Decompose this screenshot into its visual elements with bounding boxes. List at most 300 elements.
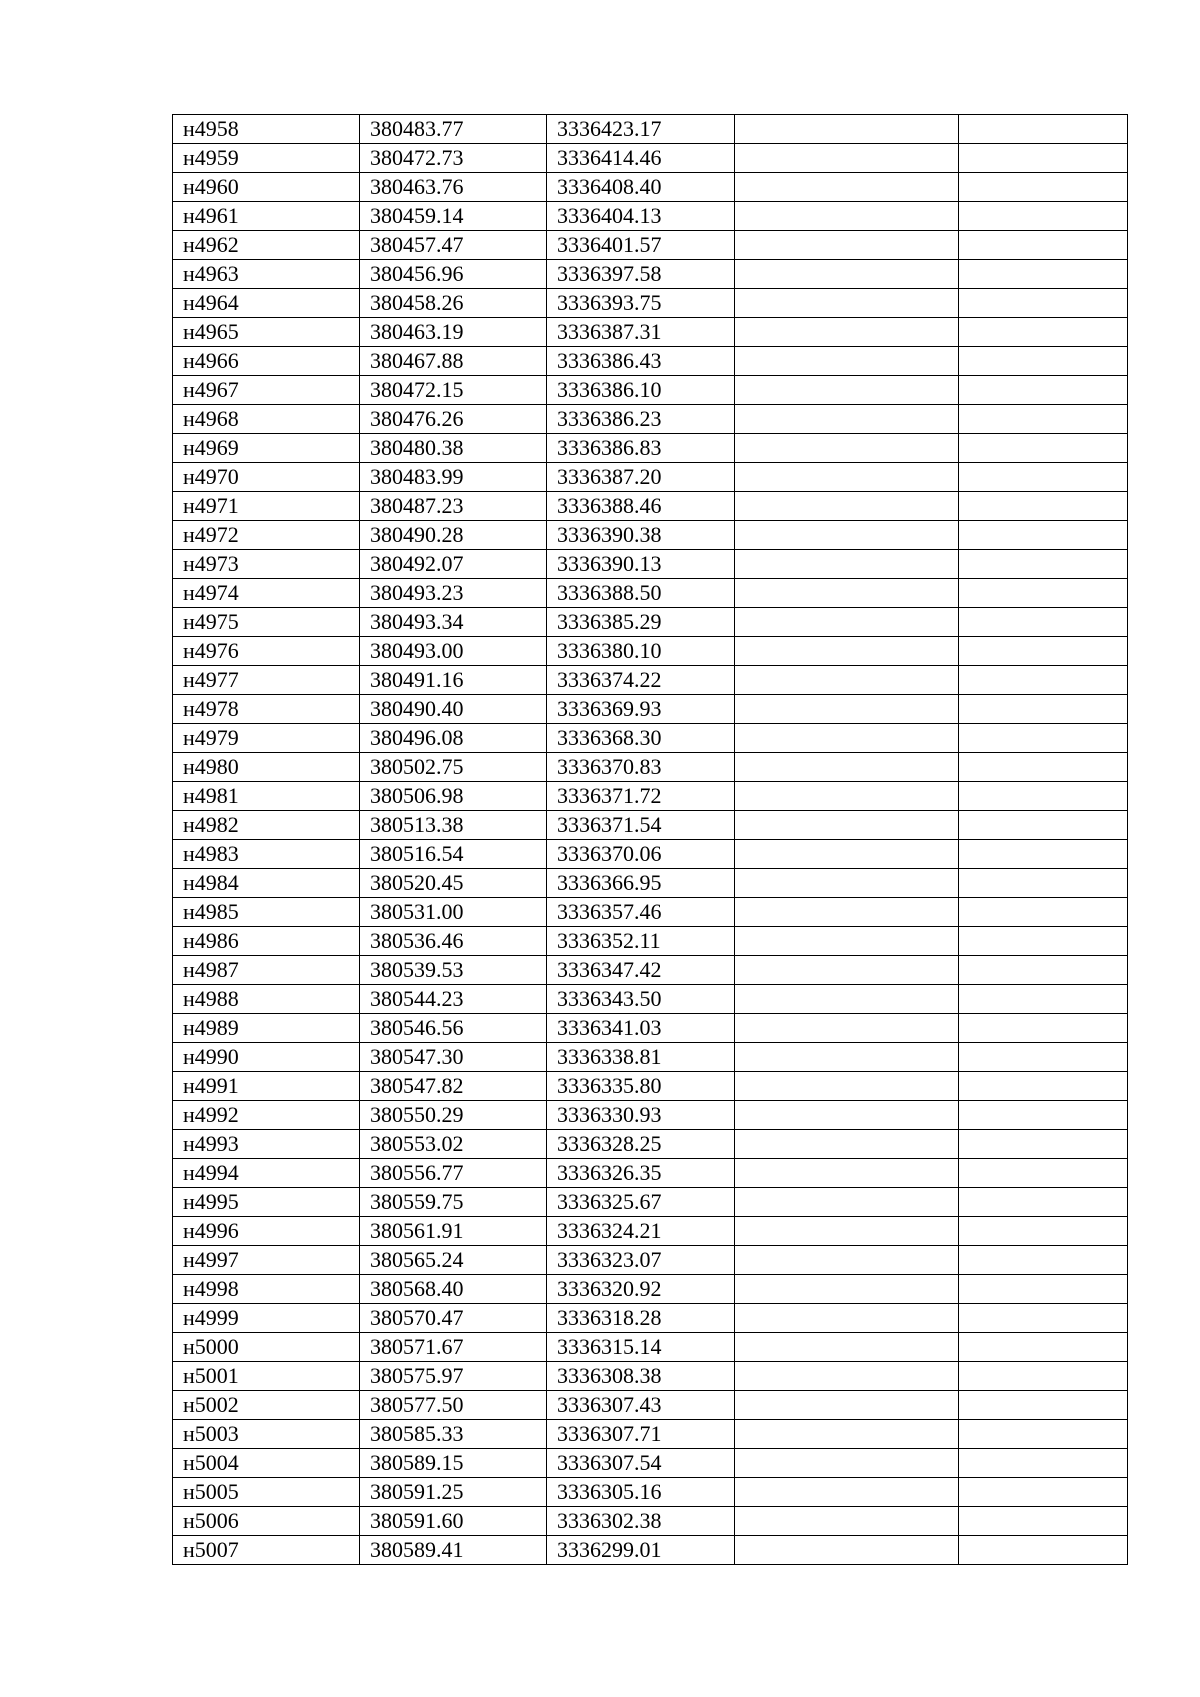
empty-cell-5 [959, 289, 1128, 318]
point-id-cell: н5005 [173, 1478, 360, 1507]
x-coordinate-cell: 380591.60 [360, 1507, 547, 1536]
y-coordinate-cell: 3336423.17 [547, 115, 735, 144]
x-coordinate-cell: 380565.24 [360, 1246, 547, 1275]
point-id-cell: н4997 [173, 1246, 360, 1275]
x-coordinate-cell: 380491.16 [360, 666, 547, 695]
point-id-cell: н4987 [173, 956, 360, 985]
empty-cell-4 [735, 637, 959, 666]
table-row [173, 1478, 1128, 1507]
empty-cell-5 [959, 1536, 1128, 1565]
table-row [173, 724, 1128, 753]
point-id-cell: н5007 [173, 1536, 360, 1565]
point-id-cell: н5000 [173, 1333, 360, 1362]
empty-cell-5 [959, 318, 1128, 347]
table-row [173, 782, 1128, 811]
empty-cell-5 [959, 115, 1128, 144]
x-coordinate-cell: 380459.14 [360, 202, 547, 231]
point-id-cell: н4984 [173, 869, 360, 898]
table-row [173, 1159, 1128, 1188]
point-id-cell: н4995 [173, 1188, 360, 1217]
y-coordinate-cell: 3336386.10 [547, 376, 735, 405]
point-id-cell: н4988 [173, 985, 360, 1014]
empty-cell-5 [959, 579, 1128, 608]
x-coordinate-cell: 380493.23 [360, 579, 547, 608]
empty-cell-5 [959, 956, 1128, 985]
y-coordinate-cell: 3336343.50 [547, 985, 735, 1014]
point-id-cell: н4979 [173, 724, 360, 753]
table-row [173, 1420, 1128, 1449]
empty-cell-4 [735, 1333, 959, 1362]
empty-cell-5 [959, 811, 1128, 840]
x-coordinate-cell: 380591.25 [360, 1478, 547, 1507]
table-row [173, 753, 1128, 782]
empty-cell-5 [959, 1275, 1128, 1304]
x-coordinate-cell: 380589.15 [360, 1449, 547, 1478]
y-coordinate-cell: 3336408.40 [547, 173, 735, 202]
empty-cell-5 [959, 753, 1128, 782]
point-id-cell: н4961 [173, 202, 360, 231]
empty-cell-5 [959, 405, 1128, 434]
point-id-cell: н5006 [173, 1507, 360, 1536]
empty-cell-4 [735, 1536, 959, 1565]
point-id-cell: н4970 [173, 463, 360, 492]
point-id-cell: н4992 [173, 1101, 360, 1130]
empty-cell-5 [959, 260, 1128, 289]
empty-cell-5 [959, 1362, 1128, 1391]
table-row [173, 1536, 1128, 1565]
y-coordinate-cell: 3336370.83 [547, 753, 735, 782]
empty-cell-5 [959, 637, 1128, 666]
y-coordinate-cell: 3336414.46 [547, 144, 735, 173]
table-row [173, 260, 1128, 289]
empty-cell-5 [959, 898, 1128, 927]
empty-cell-4 [735, 985, 959, 1014]
x-coordinate-cell: 380502.75 [360, 753, 547, 782]
point-id-cell: н4962 [173, 231, 360, 260]
x-coordinate-cell: 380476.26 [360, 405, 547, 434]
empty-cell-5 [959, 492, 1128, 521]
y-coordinate-cell: 3336338.81 [547, 1043, 735, 1072]
empty-cell-4 [735, 405, 959, 434]
table-row [173, 608, 1128, 637]
point-id-cell: н4990 [173, 1043, 360, 1072]
point-id-cell: н4959 [173, 144, 360, 173]
empty-cell-4 [735, 318, 959, 347]
x-coordinate-cell: 380561.91 [360, 1217, 547, 1246]
x-coordinate-cell: 380483.99 [360, 463, 547, 492]
empty-cell-4 [735, 898, 959, 927]
y-coordinate-cell: 3336374.22 [547, 666, 735, 695]
x-coordinate-cell: 380490.40 [360, 695, 547, 724]
point-id-cell: н4973 [173, 550, 360, 579]
empty-cell-5 [959, 1072, 1128, 1101]
empty-cell-4 [735, 1072, 959, 1101]
y-coordinate-cell: 3336341.03 [547, 1014, 735, 1043]
table-row [173, 1014, 1128, 1043]
point-id-cell: н4983 [173, 840, 360, 869]
table-row [173, 869, 1128, 898]
x-coordinate-cell: 380458.26 [360, 289, 547, 318]
table-row [173, 231, 1128, 260]
empty-cell-4 [735, 608, 959, 637]
y-coordinate-cell: 3336368.30 [547, 724, 735, 753]
point-id-cell: н5001 [173, 1362, 360, 1391]
empty-cell-5 [959, 1159, 1128, 1188]
table-row [173, 1275, 1128, 1304]
x-coordinate-cell: 380547.30 [360, 1043, 547, 1072]
x-coordinate-cell: 380577.50 [360, 1391, 547, 1420]
table-row [173, 1449, 1128, 1478]
table-row [173, 202, 1128, 231]
table-row [173, 811, 1128, 840]
x-coordinate-cell: 380493.00 [360, 637, 547, 666]
point-id-cell: н4991 [173, 1072, 360, 1101]
y-coordinate-cell: 3336390.38 [547, 521, 735, 550]
empty-cell-4 [735, 724, 959, 753]
table-row [173, 521, 1128, 550]
empty-cell-4 [735, 811, 959, 840]
point-id-cell: н4994 [173, 1159, 360, 1188]
empty-cell-5 [959, 1507, 1128, 1536]
x-coordinate-cell: 380472.15 [360, 376, 547, 405]
empty-cell-5 [959, 1101, 1128, 1130]
x-coordinate-cell: 380550.29 [360, 1101, 547, 1130]
y-coordinate-cell: 3336320.92 [547, 1275, 735, 1304]
empty-cell-4 [735, 434, 959, 463]
y-coordinate-cell: 3336328.25 [547, 1130, 735, 1159]
x-coordinate-cell: 380472.73 [360, 144, 547, 173]
y-coordinate-cell: 3336315.14 [547, 1333, 735, 1362]
empty-cell-5 [959, 869, 1128, 898]
y-coordinate-cell: 3336335.80 [547, 1072, 735, 1101]
x-coordinate-cell: 380483.77 [360, 115, 547, 144]
empty-cell-4 [735, 1391, 959, 1420]
y-coordinate-cell: 3336387.20 [547, 463, 735, 492]
table-row [173, 1333, 1128, 1362]
empty-cell-5 [959, 347, 1128, 376]
empty-cell-5 [959, 1391, 1128, 1420]
table-row [173, 695, 1128, 724]
empty-cell-4 [735, 579, 959, 608]
empty-cell-5 [959, 1217, 1128, 1246]
empty-cell-5 [959, 1420, 1128, 1449]
y-coordinate-cell: 3336387.31 [547, 318, 735, 347]
empty-cell-4 [735, 260, 959, 289]
empty-cell-4 [735, 695, 959, 724]
empty-cell-4 [735, 1507, 959, 1536]
empty-cell-5 [959, 1478, 1128, 1507]
table-row [173, 1391, 1128, 1420]
point-id-cell: н5004 [173, 1449, 360, 1478]
point-id-cell: н4964 [173, 289, 360, 318]
empty-cell-5 [959, 927, 1128, 956]
y-coordinate-cell: 3336318.28 [547, 1304, 735, 1333]
empty-cell-5 [959, 173, 1128, 202]
empty-cell-4 [735, 521, 959, 550]
x-coordinate-cell: 380539.53 [360, 956, 547, 985]
table-row [173, 347, 1128, 376]
y-coordinate-cell: 3336388.46 [547, 492, 735, 521]
empty-cell-5 [959, 1188, 1128, 1217]
y-coordinate-cell: 3336299.01 [547, 1536, 735, 1565]
x-coordinate-cell: 380457.47 [360, 231, 547, 260]
table-row [173, 318, 1128, 347]
empty-cell-5 [959, 376, 1128, 405]
point-id-cell: н4981 [173, 782, 360, 811]
table-row [173, 840, 1128, 869]
y-coordinate-cell: 3336347.42 [547, 956, 735, 985]
x-coordinate-cell: 380490.28 [360, 521, 547, 550]
x-coordinate-cell: 380493.34 [360, 608, 547, 637]
empty-cell-5 [959, 985, 1128, 1014]
point-id-cell: н4965 [173, 318, 360, 347]
x-coordinate-cell: 380492.07 [360, 550, 547, 579]
empty-cell-4 [735, 492, 959, 521]
coordinates-table-body [173, 115, 1128, 1565]
table-row [173, 376, 1128, 405]
empty-cell-4 [735, 1043, 959, 1072]
x-coordinate-cell: 380568.40 [360, 1275, 547, 1304]
empty-cell-4 [735, 144, 959, 173]
empty-cell-4 [735, 289, 959, 318]
x-coordinate-cell: 380531.00 [360, 898, 547, 927]
empty-cell-5 [959, 1014, 1128, 1043]
table-row [173, 492, 1128, 521]
empty-cell-4 [735, 666, 959, 695]
empty-cell-4 [735, 231, 959, 260]
empty-cell-5 [959, 434, 1128, 463]
y-coordinate-cell: 3336380.10 [547, 637, 735, 666]
x-coordinate-cell: 380456.96 [360, 260, 547, 289]
empty-cell-5 [959, 550, 1128, 579]
table-row [173, 1507, 1128, 1536]
point-id-cell: н4982 [173, 811, 360, 840]
table-row [173, 115, 1128, 144]
empty-cell-5 [959, 1304, 1128, 1333]
table-row [173, 1188, 1128, 1217]
empty-cell-4 [735, 463, 959, 492]
point-id-cell: н4972 [173, 521, 360, 550]
point-id-cell: н4960 [173, 173, 360, 202]
table-row [173, 1043, 1128, 1072]
x-coordinate-cell: 380544.23 [360, 985, 547, 1014]
empty-cell-4 [735, 1217, 959, 1246]
empty-cell-4 [735, 115, 959, 144]
table-row [173, 434, 1128, 463]
empty-cell-5 [959, 782, 1128, 811]
y-coordinate-cell: 3336386.83 [547, 434, 735, 463]
point-id-cell: н4976 [173, 637, 360, 666]
empty-cell-4 [735, 1304, 959, 1333]
empty-cell-4 [735, 1188, 959, 1217]
x-coordinate-cell: 380516.54 [360, 840, 547, 869]
x-coordinate-cell: 380536.46 [360, 927, 547, 956]
empty-cell-4 [735, 956, 959, 985]
empty-cell-4 [735, 1478, 959, 1507]
point-id-cell: н4975 [173, 608, 360, 637]
y-coordinate-cell: 3336307.54 [547, 1449, 735, 1478]
point-id-cell: н4977 [173, 666, 360, 695]
empty-cell-5 [959, 231, 1128, 260]
y-coordinate-cell: 3336324.21 [547, 1217, 735, 1246]
table-row [173, 405, 1128, 434]
y-coordinate-cell: 3336393.75 [547, 289, 735, 318]
empty-cell-5 [959, 1449, 1128, 1478]
empty-cell-4 [735, 782, 959, 811]
y-coordinate-cell: 3336308.38 [547, 1362, 735, 1391]
empty-cell-4 [735, 927, 959, 956]
table-row [173, 1072, 1128, 1101]
y-coordinate-cell: 3336390.13 [547, 550, 735, 579]
x-coordinate-cell: 380571.67 [360, 1333, 547, 1362]
empty-cell-4 [735, 753, 959, 782]
y-coordinate-cell: 3336404.13 [547, 202, 735, 231]
point-id-cell: н5002 [173, 1391, 360, 1420]
empty-cell-4 [735, 550, 959, 579]
y-coordinate-cell: 3336371.54 [547, 811, 735, 840]
coordinates-table [172, 114, 1128, 1565]
point-id-cell: н4958 [173, 115, 360, 144]
empty-cell-4 [735, 869, 959, 898]
empty-cell-5 [959, 202, 1128, 231]
point-id-cell: н4999 [173, 1304, 360, 1333]
empty-cell-4 [735, 1159, 959, 1188]
empty-cell-4 [735, 1014, 959, 1043]
x-coordinate-cell: 380480.38 [360, 434, 547, 463]
table-row [173, 927, 1128, 956]
x-coordinate-cell: 380585.33 [360, 1420, 547, 1449]
y-coordinate-cell: 3336386.43 [547, 347, 735, 376]
y-coordinate-cell: 3336302.38 [547, 1507, 735, 1536]
x-coordinate-cell: 380506.98 [360, 782, 547, 811]
table-row [173, 289, 1128, 318]
table-row [173, 550, 1128, 579]
table-row [173, 985, 1128, 1014]
table-row [173, 173, 1128, 202]
table-row [173, 898, 1128, 927]
empty-cell-5 [959, 1043, 1128, 1072]
table-row [173, 1362, 1128, 1391]
empty-cell-5 [959, 1333, 1128, 1362]
y-coordinate-cell: 3336401.57 [547, 231, 735, 260]
empty-cell-5 [959, 144, 1128, 173]
point-id-cell: н5003 [173, 1420, 360, 1449]
x-coordinate-cell: 380556.77 [360, 1159, 547, 1188]
empty-cell-5 [959, 1246, 1128, 1275]
empty-cell-5 [959, 666, 1128, 695]
y-coordinate-cell: 3336307.71 [547, 1420, 735, 1449]
x-coordinate-cell: 380463.19 [360, 318, 547, 347]
table-row [173, 637, 1128, 666]
empty-cell-4 [735, 1420, 959, 1449]
y-coordinate-cell: 3336307.43 [547, 1391, 735, 1420]
empty-cell-5 [959, 463, 1128, 492]
y-coordinate-cell: 3336369.93 [547, 695, 735, 724]
point-id-cell: н4989 [173, 1014, 360, 1043]
x-coordinate-cell: 380513.38 [360, 811, 547, 840]
point-id-cell: н4967 [173, 376, 360, 405]
x-coordinate-cell: 380520.45 [360, 869, 547, 898]
x-coordinate-cell: 380463.76 [360, 173, 547, 202]
y-coordinate-cell: 3336388.50 [547, 579, 735, 608]
empty-cell-5 [959, 1130, 1128, 1159]
x-coordinate-cell: 380467.88 [360, 347, 547, 376]
x-coordinate-cell: 380570.47 [360, 1304, 547, 1333]
x-coordinate-cell: 380546.56 [360, 1014, 547, 1043]
point-id-cell: н4986 [173, 927, 360, 956]
y-coordinate-cell: 3336330.93 [547, 1101, 735, 1130]
table-row [173, 956, 1128, 985]
x-coordinate-cell: 380487.23 [360, 492, 547, 521]
point-id-cell: н4966 [173, 347, 360, 376]
x-coordinate-cell: 380575.97 [360, 1362, 547, 1391]
table-row [173, 1101, 1128, 1130]
point-id-cell: н4993 [173, 1130, 360, 1159]
table-row [173, 1304, 1128, 1333]
empty-cell-4 [735, 1101, 959, 1130]
point-id-cell: н4998 [173, 1275, 360, 1304]
x-coordinate-cell: 380559.75 [360, 1188, 547, 1217]
point-id-cell: н4980 [173, 753, 360, 782]
empty-cell-5 [959, 724, 1128, 753]
empty-cell-4 [735, 1362, 959, 1391]
point-id-cell: н4996 [173, 1217, 360, 1246]
x-coordinate-cell: 380496.08 [360, 724, 547, 753]
empty-cell-5 [959, 695, 1128, 724]
empty-cell-4 [735, 1130, 959, 1159]
point-id-cell: н4963 [173, 260, 360, 289]
table-row [173, 1246, 1128, 1275]
empty-cell-4 [735, 173, 959, 202]
y-coordinate-cell: 3336371.72 [547, 782, 735, 811]
empty-cell-5 [959, 608, 1128, 637]
x-coordinate-cell: 380589.41 [360, 1536, 547, 1565]
y-coordinate-cell: 3336305.16 [547, 1478, 735, 1507]
y-coordinate-cell: 3336397.58 [547, 260, 735, 289]
empty-cell-4 [735, 1275, 959, 1304]
table-row [173, 1130, 1128, 1159]
table-row [173, 144, 1128, 173]
point-id-cell: н4974 [173, 579, 360, 608]
table-row [173, 463, 1128, 492]
y-coordinate-cell: 3336370.06 [547, 840, 735, 869]
x-coordinate-cell: 380547.82 [360, 1072, 547, 1101]
empty-cell-4 [735, 1449, 959, 1478]
y-coordinate-cell: 3336323.07 [547, 1246, 735, 1275]
empty-cell-4 [735, 376, 959, 405]
table-row [173, 579, 1128, 608]
y-coordinate-cell: 3336385.29 [547, 608, 735, 637]
y-coordinate-cell: 3336352.11 [547, 927, 735, 956]
point-id-cell: н4971 [173, 492, 360, 521]
point-id-cell: н4969 [173, 434, 360, 463]
point-id-cell: н4978 [173, 695, 360, 724]
y-coordinate-cell: 3336357.46 [547, 898, 735, 927]
empty-cell-4 [735, 840, 959, 869]
y-coordinate-cell: 3336366.95 [547, 869, 735, 898]
point-id-cell: н4985 [173, 898, 360, 927]
y-coordinate-cell: 3336386.23 [547, 405, 735, 434]
table-row [173, 1217, 1128, 1246]
empty-cell-5 [959, 840, 1128, 869]
empty-cell-4 [735, 347, 959, 376]
point-id-cell: н4968 [173, 405, 360, 434]
empty-cell-4 [735, 202, 959, 231]
y-coordinate-cell: 3336325.67 [547, 1188, 735, 1217]
empty-cell-4 [735, 1246, 959, 1275]
y-coordinate-cell: 3336326.35 [547, 1159, 735, 1188]
x-coordinate-cell: 380553.02 [360, 1130, 547, 1159]
